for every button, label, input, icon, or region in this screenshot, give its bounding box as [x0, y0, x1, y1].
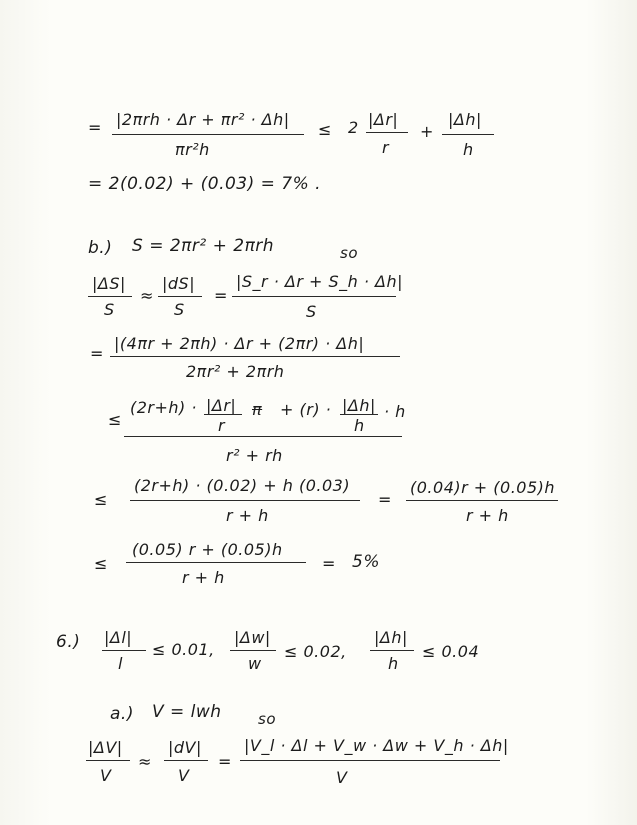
fraction-denominator: r: [382, 138, 390, 157]
fraction-denominator: h: [463, 140, 474, 159]
fraction-numerator: |S_r · Δr + S_h · Δh|: [236, 272, 404, 291]
fraction-numerator: + (r) ·: [280, 400, 332, 419]
equals-sign: =: [378, 490, 392, 509]
part-label: b.): [88, 238, 113, 258]
bound: ≤ 0.04: [422, 642, 480, 661]
bound: ≤ 0.01,: [152, 640, 215, 659]
fraction-numerator: |Δh|: [374, 628, 408, 647]
fraction-numerator: |Δh|: [448, 110, 482, 129]
fraction-bar: [406, 500, 558, 501]
fraction-bar: [88, 296, 132, 297]
fraction-numerator: |Δr|: [368, 110, 399, 129]
fraction-numerator: (2r+h) · (0.02) + h (0.03): [134, 476, 351, 495]
fraction-numerator: |Δh|: [342, 396, 376, 415]
fraction-bar: [124, 436, 402, 437]
fraction-numerator: (2r+h) ·: [130, 398, 197, 417]
fraction-numerator: |(4πr + 2πh) · Δr + (2πr) · Δh|: [114, 334, 365, 353]
annotation: so: [258, 710, 276, 728]
problem-label: 6.): [56, 632, 81, 652]
fraction-denominator: h: [388, 654, 399, 673]
fraction-bar: [240, 760, 500, 761]
fraction-bar: [442, 134, 494, 135]
fraction-numerator: |dV|: [168, 738, 202, 757]
fraction-denominator: w: [248, 654, 262, 673]
fraction-numerator: |Δl|: [104, 628, 133, 647]
fraction-bar: [340, 414, 378, 415]
equation-line: S = 2πr² + 2πrh: [132, 236, 275, 256]
fraction-denominator: h: [354, 416, 365, 435]
fraction-numerator: |dS|: [162, 274, 196, 293]
fraction-denominator: V: [100, 766, 112, 785]
fraction-denominator: V: [336, 768, 348, 787]
equals-sign: =: [88, 118, 102, 137]
fraction-numerator: · h: [384, 402, 406, 421]
fraction-denominator: V: [178, 766, 190, 785]
le-sign: ≤: [108, 410, 122, 429]
fraction-bar: [230, 650, 276, 651]
equation-line: = 2(0.02) + (0.03) = 7% .: [88, 174, 322, 194]
equals-sign: =: [218, 752, 232, 771]
crossed-term: π: [252, 400, 263, 419]
fraction-numerator: (0.05) r + (0.05)h: [132, 540, 283, 559]
approx-sign: ≈: [140, 286, 154, 305]
le-sign: ≤: [94, 490, 108, 509]
fraction-bar: [86, 760, 130, 761]
fraction-numerator: |Δr|: [206, 396, 237, 415]
annotation: so: [340, 244, 358, 262]
fraction-numerator: |V_l · Δl + V_w · Δw + V_h · Δh|: [244, 736, 509, 755]
coefficient: 2: [348, 118, 359, 137]
result-value: 5%: [352, 552, 380, 572]
part-label: a.): [110, 704, 134, 724]
fraction-denominator: 2πr² + 2πrh: [186, 362, 285, 381]
fraction-denominator: S: [104, 300, 115, 319]
fraction-bar: [126, 562, 306, 563]
fraction-bar: [366, 132, 408, 133]
equation-line: V = lwh: [152, 702, 222, 722]
fraction-numerator: (0.04)r + (0.05)h: [410, 478, 556, 497]
fraction-denominator: r + h: [466, 506, 509, 525]
approx-sign: ≈: [138, 752, 152, 771]
le-sign: ≤: [318, 120, 332, 139]
fraction-bar: [204, 414, 242, 415]
equals-sign: =: [322, 554, 336, 573]
fraction-bar: [370, 650, 414, 651]
plus-sign: +: [420, 122, 434, 141]
fraction-numerator: |Δw|: [234, 628, 271, 647]
fraction-denominator: r: [218, 416, 226, 435]
fraction-denominator: r² + rh: [226, 446, 283, 465]
fraction-numerator: |ΔV|: [88, 738, 123, 757]
fraction-numerator: |ΔS|: [92, 274, 126, 293]
fraction-denominator: r + h: [226, 506, 269, 525]
fraction-bar: [130, 500, 360, 501]
equals-sign: =: [90, 344, 104, 363]
fraction-denominator: l: [118, 654, 123, 673]
fraction-denominator: r + h: [182, 568, 225, 587]
fraction-bar: [158, 296, 202, 297]
le-sign: ≤: [94, 554, 108, 573]
fraction-bar: [112, 134, 304, 135]
bound: ≤ 0.02,: [284, 642, 347, 661]
fraction-bar: [164, 760, 208, 761]
fraction-bar: [232, 296, 396, 297]
fraction-bar: [102, 650, 146, 651]
fraction-denominator: S: [306, 302, 317, 321]
fraction-numerator: |2πrh · Δr + πr² · Δh|: [116, 110, 290, 129]
fraction-denominator: S: [174, 300, 185, 319]
fraction-bar: [110, 356, 400, 357]
fraction-denominator: πr²h: [175, 140, 210, 159]
equals-sign: =: [214, 286, 228, 305]
